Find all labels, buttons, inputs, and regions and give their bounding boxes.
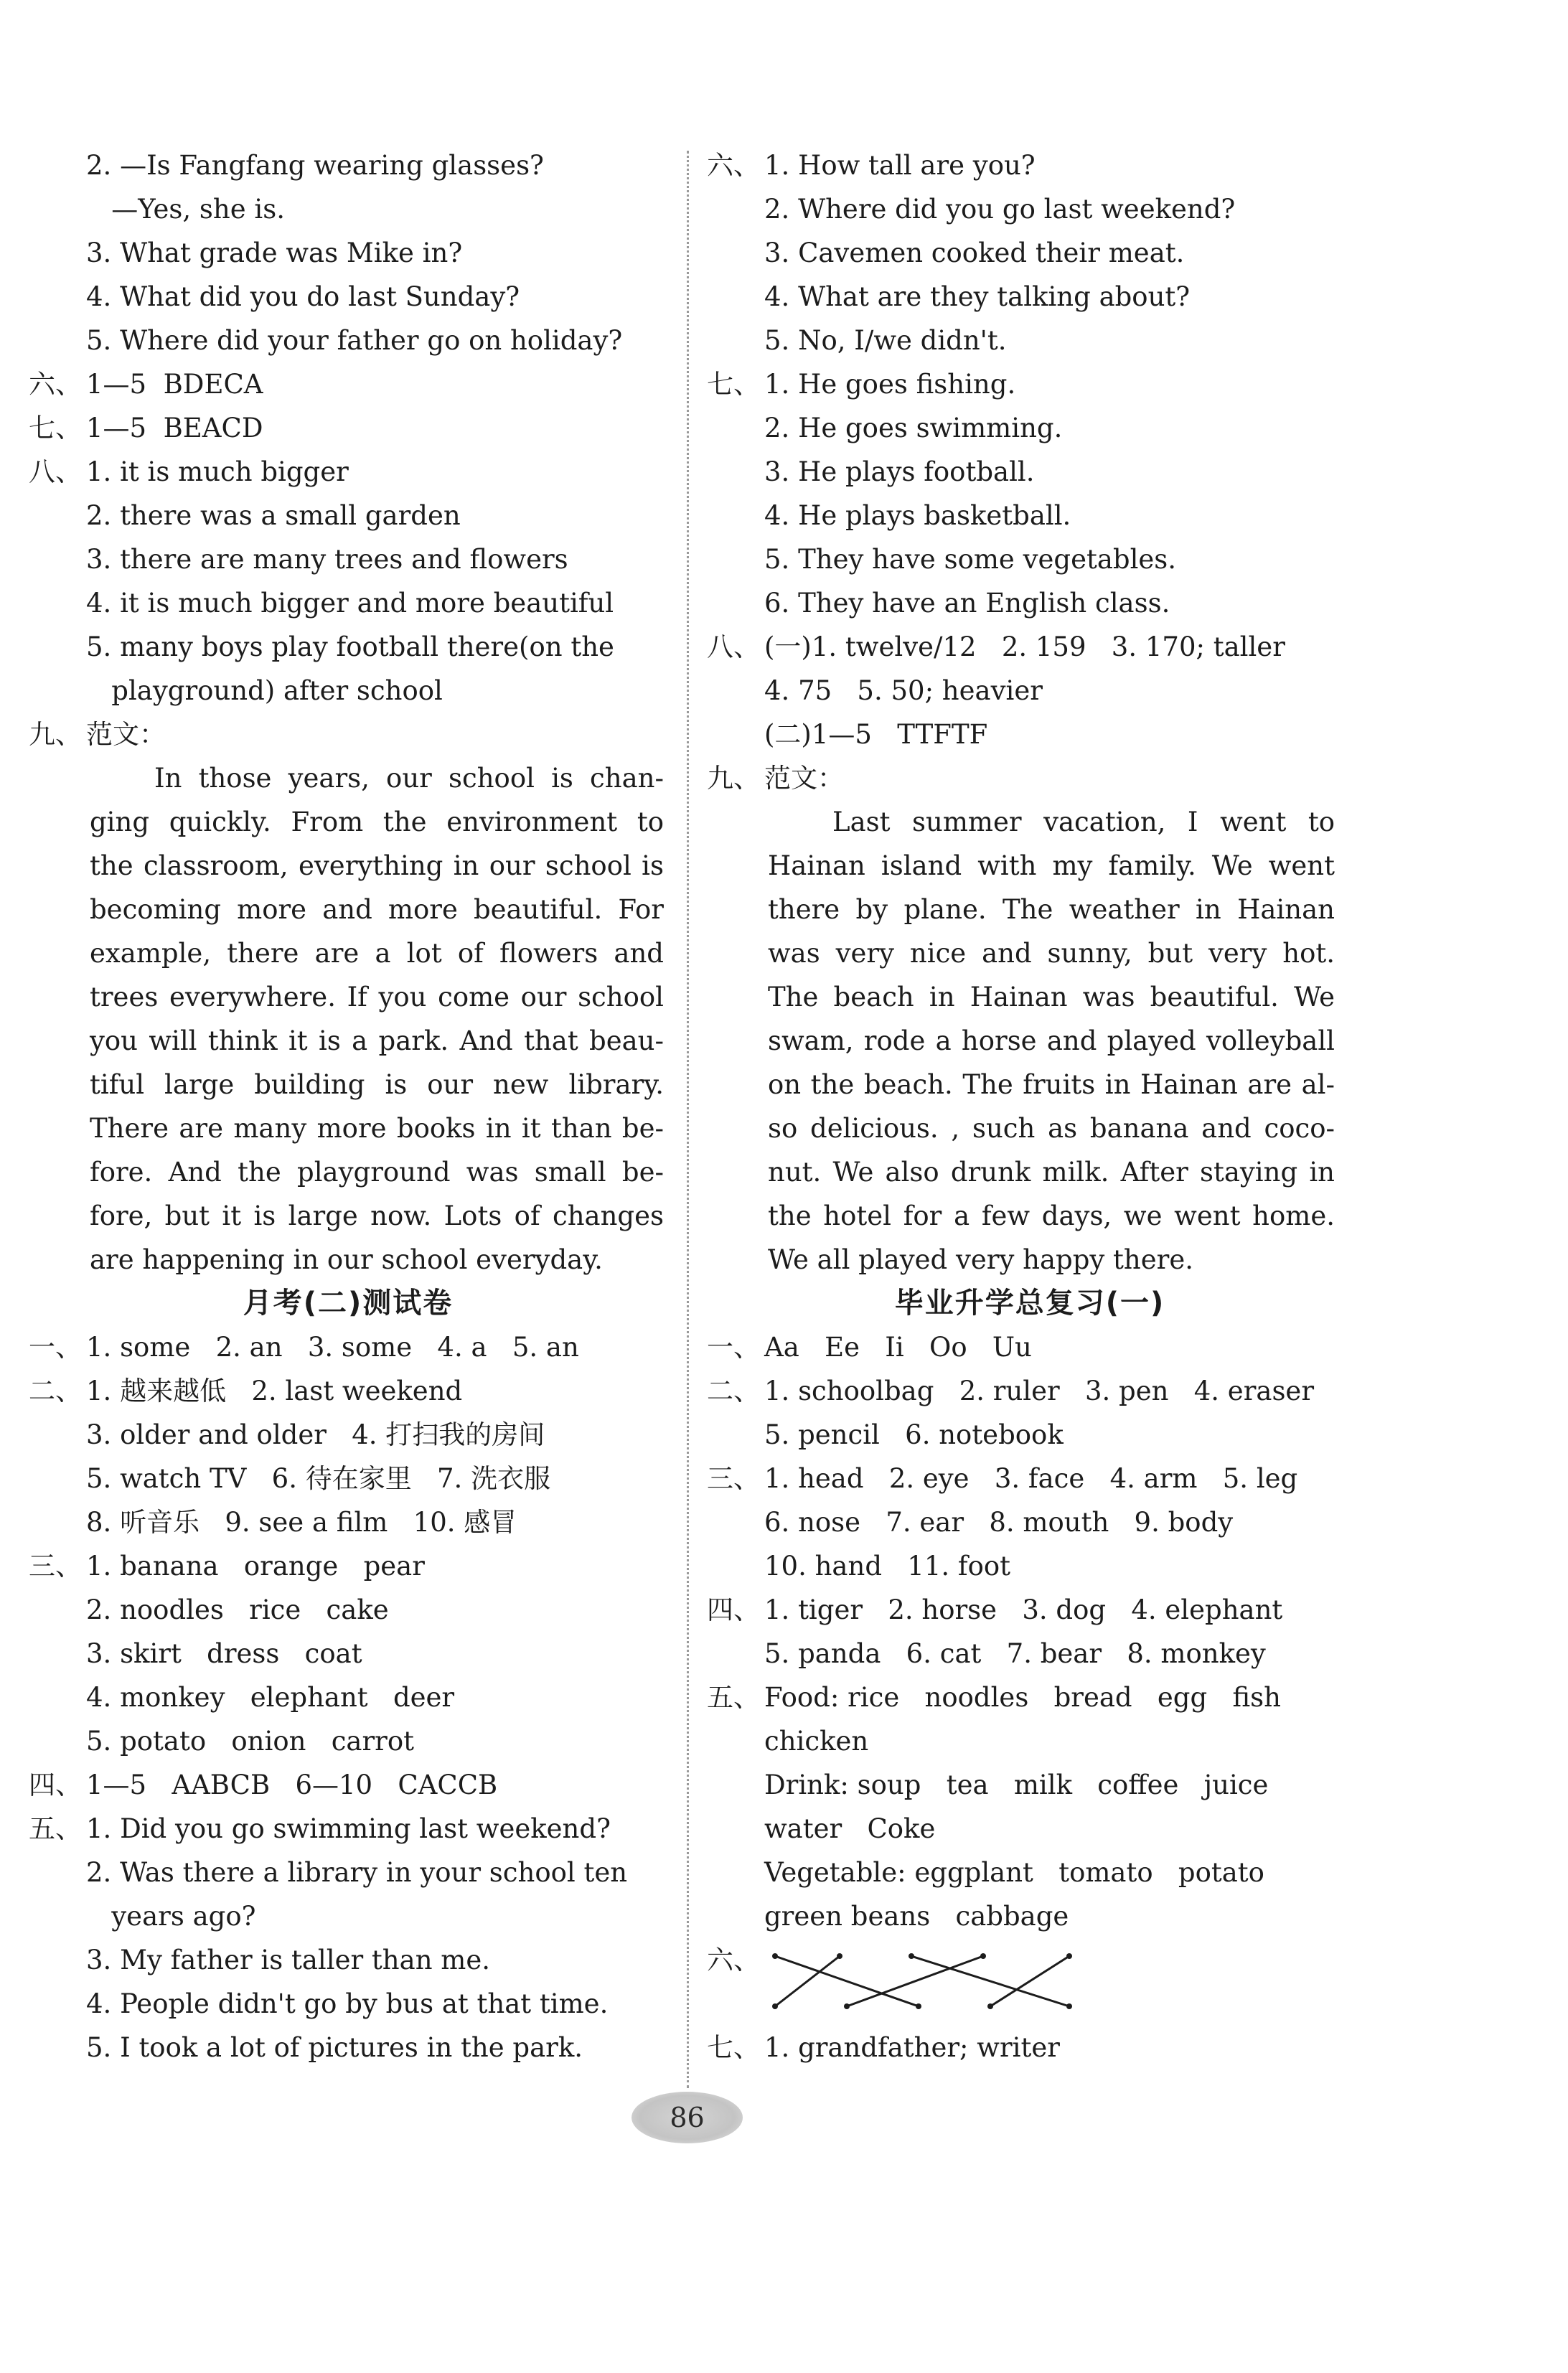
match-dot — [772, 1953, 778, 1959]
essay-text: becoming more and more beautiful. For — [90, 894, 664, 925]
essay-line — [29, 1238, 667, 1282]
section-marker: 八、 — [707, 631, 760, 662]
section-marker: 三、 — [29, 1551, 82, 1582]
answer-line — [707, 275, 1353, 319]
section-marker: 七、 — [707, 369, 760, 400]
answer-text: (二)1—5 TTFTF — [764, 719, 988, 750]
answer-text: green beans cabbage — [764, 1901, 1069, 1932]
answer-line — [707, 1369, 1353, 1413]
essay-line — [707, 1106, 1353, 1150]
answer-line — [707, 494, 1353, 537]
essay-line — [29, 888, 667, 931]
answer-text: 2. Where did you go last weekend? — [764, 194, 1236, 225]
answer-line — [29, 581, 667, 625]
essay-text: on the beach. The fruits in Hainan are al- — [768, 1069, 1335, 1100]
essay-text: so delicious. , such as banana and coco- — [768, 1113, 1335, 1144]
answer-text: Aa Ee Ii Oo Uu — [764, 1332, 1032, 1363]
left-column — [29, 144, 667, 2069]
answer-text: —Yes, she is. — [86, 194, 285, 225]
answer-text: 3. He plays football. — [764, 456, 1035, 487]
answer-line — [707, 1457, 1353, 1500]
essay-line — [29, 931, 667, 975]
essay-text: the hotel for a few days, we went home. — [768, 1200, 1335, 1231]
answer-text: 范文： — [86, 719, 166, 750]
section-marker: 九、 — [707, 763, 760, 794]
answer-line — [707, 1632, 1353, 1676]
essay-line — [707, 844, 1353, 888]
answer-text: 4. He plays basketball. — [764, 500, 1071, 531]
essay-line — [29, 1019, 667, 1063]
section-marker: 九、 — [29, 719, 82, 750]
answer-text: 1—5 AABCB 6—10 CACCB — [86, 1770, 498, 1800]
answer-line — [707, 669, 1353, 713]
section-marker: 七、 — [707, 2032, 760, 2063]
answer-text: 5. No, I/we didn't. — [764, 325, 1007, 356]
essay-line — [707, 888, 1353, 931]
answer-line — [707, 144, 1353, 187]
answer-line — [29, 1982, 667, 2026]
page-number: 86 — [632, 2092, 743, 2143]
essay-line — [707, 975, 1353, 1019]
matching-row — [707, 1938, 1353, 2026]
match-line — [847, 1956, 983, 2006]
essay-text: was very nice and sunny, but very hot. — [768, 938, 1335, 969]
answer-text: 6. nose 7. ear 8. mouth 9. body — [764, 1507, 1234, 1538]
essay-text: example, there are a lot of flowers and — [90, 938, 664, 969]
answer-line — [707, 231, 1353, 275]
answer-text: 2. —Is Fangfang wearing glasses? — [86, 150, 544, 181]
essay-text: are happening in our school everyday. — [90, 1244, 603, 1275]
answer-text: 范文： — [764, 763, 844, 794]
section-marker: 三、 — [707, 1463, 760, 1494]
answer-line — [707, 756, 1353, 800]
answer-line — [29, 1500, 667, 1544]
essay-line — [29, 800, 667, 844]
answer-text: 3. skirt dress coat — [86, 1638, 362, 1669]
essay-text: swam, rode a horse and played volleyball — [768, 1025, 1335, 1056]
answer-line — [29, 144, 667, 187]
essay-text: We all played very happy there. — [768, 1244, 1193, 1275]
answer-text: water Coke — [764, 1813, 936, 1844]
answer-line — [707, 2026, 1353, 2069]
essay-line — [707, 1019, 1353, 1063]
answer-text: 1. it is much bigger — [86, 456, 349, 487]
answer-text: 3. older and older 4. 打扫我的房间 — [86, 1419, 545, 1450]
section-marker: 四、 — [707, 1594, 760, 1625]
answer-line — [707, 581, 1353, 625]
essay-line — [707, 931, 1353, 975]
answer-text: 4. People didn't go by bus at that time. — [86, 1988, 609, 2019]
essay-text: you will think it is a park. And that beau- — [90, 1025, 664, 1056]
answer-text: 4. it is much bigger and more beautiful — [86, 588, 614, 619]
answer-text: 1. Did you go swimming last weekend? — [86, 1813, 611, 1844]
answer-text: 5. potato onion carrot — [86, 1726, 415, 1757]
answer-text: playground) after school — [86, 675, 443, 706]
answer-text: 3. there are many trees and flowers — [86, 544, 568, 575]
section-marker: 一、 — [707, 1332, 760, 1363]
essay-line — [29, 1106, 667, 1150]
match-dot — [909, 1953, 914, 1959]
section-marker: 五、 — [707, 1682, 760, 1713]
match-dot — [980, 1953, 986, 1959]
answer-line — [707, 187, 1353, 231]
match-line — [775, 1956, 919, 2006]
essay-line — [707, 1063, 1353, 1106]
answer-line — [29, 494, 667, 537]
answer-line — [29, 1763, 667, 1807]
section-marker: 五、 — [29, 1813, 82, 1844]
answer-text: 3. My father is taller than me. — [86, 1945, 491, 1975]
answer-text: 2. noodles rice cake — [86, 1594, 389, 1625]
answer-text: 4. What did you do last Sunday? — [86, 281, 520, 312]
answer-line — [29, 1938, 667, 1982]
answer-text: 5. pencil 6. notebook — [764, 1419, 1064, 1450]
section-marker: 六、 — [707, 1945, 760, 1975]
answer-line — [707, 1676, 1353, 1719]
answer-line — [707, 1500, 1353, 1544]
column-divider — [687, 151, 689, 2088]
essay-line — [29, 1194, 667, 1238]
section-heading: 毕业升学总复习(一) — [894, 1287, 1165, 1320]
answer-line — [29, 450, 667, 494]
answer-text: 5. panda 6. cat 7. bear 8. monkey — [764, 1638, 1266, 1669]
answer-text: 1. head 2. eye 3. face 4. arm 5. leg — [764, 1463, 1298, 1494]
answer-line — [707, 1763, 1353, 1807]
answer-line — [29, 1894, 667, 1938]
answer-text: 2. Was there a library in your school ten — [86, 1857, 628, 1888]
answer-text: 5. I took a lot of pictures in the park. — [86, 2032, 583, 2063]
answer-text: 5. many boys play football there(on the — [86, 631, 614, 662]
answer-text: 1. grandfather; writer — [764, 2032, 1060, 2063]
essay-text: there by plane. The weather in Hainan — [768, 894, 1335, 925]
match-line — [775, 1956, 840, 2006]
essay-text: The beach in Hainan was beautiful. We — [768, 982, 1335, 1012]
answer-text: Drink: soup tea milk coffee juice — [764, 1770, 1269, 1800]
answer-line — [29, 231, 667, 275]
answer-line — [707, 406, 1353, 450]
essay-line — [707, 800, 1353, 844]
section-marker: 四、 — [29, 1770, 82, 1800]
answer-line — [707, 1807, 1353, 1851]
essay-line — [29, 975, 667, 1019]
answer-line — [707, 1588, 1353, 1632]
essay-line — [707, 1194, 1353, 1238]
section-marker: 六、 — [707, 150, 760, 181]
answer-line — [29, 275, 667, 319]
answer-text: 1. 越来越低 2. last weekend — [86, 1376, 463, 1406]
answer-text: 1. banana orange pear — [86, 1551, 425, 1582]
answer-line — [707, 319, 1353, 362]
match-line — [911, 1956, 1069, 2006]
answer-text: 5. watch TV 6. 待在家里 7. 洗衣服 — [86, 1463, 551, 1494]
answer-line — [29, 2026, 667, 2069]
essay-line — [29, 1150, 667, 1194]
essay-text: trees everywhere. If you come our school — [90, 982, 664, 1012]
essay-text: There are many more books in it than be- — [90, 1113, 664, 1144]
essay-text: the classroom, everything in our school is — [90, 850, 664, 881]
answer-text: Vegetable: eggplant tomato potato — [764, 1857, 1264, 1888]
essay-text: fore, but it is large now. Lots of changes — [90, 1200, 664, 1231]
answer-line — [29, 1807, 667, 1851]
answer-line — [707, 1325, 1353, 1369]
section-marker: 二、 — [29, 1376, 82, 1406]
answer-line — [29, 1413, 667, 1457]
answer-line — [707, 1544, 1353, 1588]
answer-text: 2. He goes swimming. — [764, 413, 1063, 443]
answer-line — [29, 1719, 667, 1763]
match-dot — [772, 2003, 778, 2009]
answer-line — [29, 1457, 667, 1500]
answer-line — [29, 319, 667, 362]
answer-text: 6. They have an English class. — [764, 588, 1170, 619]
essay-line — [29, 844, 667, 888]
match-dot — [1066, 2003, 1072, 2009]
answer-line — [707, 1851, 1353, 1894]
match-dot — [987, 2003, 993, 2009]
answer-line — [29, 1544, 667, 1588]
answer-text: 1. How tall are you? — [764, 150, 1036, 181]
section-heading: 月考(二)测试卷 — [243, 1287, 454, 1320]
answer-line — [29, 1588, 667, 1632]
section-marker: 一、 — [29, 1332, 82, 1363]
answer-text: 4. 75 5. 50; heavier — [764, 675, 1043, 706]
answer-line — [707, 450, 1353, 494]
answer-text: 4. monkey elephant deer — [86, 1682, 455, 1713]
essay-text: In those years, our school is chan- — [154, 763, 664, 794]
answer-text: 1—5 BDECA — [86, 369, 263, 400]
match-dot — [1066, 1953, 1072, 1959]
answer-line — [707, 1413, 1353, 1457]
match-dot — [837, 1953, 842, 1959]
answer-text: years ago? — [86, 1901, 256, 1932]
essay-text: nut. We also drunk milk. After staying in — [768, 1157, 1335, 1188]
answer-line — [29, 1325, 667, 1369]
answer-text: 2. there was a small garden — [86, 500, 461, 531]
answer-line — [29, 1632, 667, 1676]
answer-text: 1. He goes fishing. — [764, 369, 1016, 400]
essay-text: Hainan island with my family. We went — [768, 850, 1335, 881]
answer-text: 1. schoolbag 2. ruler 3. pen 4. eraser — [764, 1376, 1315, 1406]
right-column — [707, 144, 1353, 2069]
answer-line — [707, 362, 1353, 406]
answer-text: 1—5 BEACD — [86, 413, 263, 443]
answer-text: (一)1. twelve/12 2. 159 3. 170; taller — [764, 631, 1285, 662]
answer-line — [29, 406, 667, 450]
essay-text: ging quickly. From the environment to — [90, 807, 664, 837]
match-line — [990, 1956, 1069, 2006]
answer-text: 3. What grade was Mike in? — [86, 238, 463, 268]
answer-text: 5. They have some vegetables. — [764, 544, 1177, 575]
answer-line — [707, 713, 1353, 756]
answer-line — [707, 537, 1353, 581]
essay-line — [707, 1150, 1353, 1194]
answer-line — [29, 1369, 667, 1413]
answer-line — [29, 1676, 667, 1719]
answer-text: 4. What are they talking about? — [764, 281, 1191, 312]
answer-line — [29, 537, 667, 581]
answer-line — [707, 1894, 1353, 1938]
answer-text: Food: rice noodles bread egg fish — [764, 1682, 1281, 1713]
essay-text: Last summer vacation, I went to — [832, 807, 1335, 837]
match-dot — [916, 2003, 921, 2009]
section-marker: 六、 — [29, 369, 82, 400]
essay-text: tiful large building is our new library. — [90, 1069, 664, 1100]
essay-line — [29, 1063, 667, 1106]
answer-line — [707, 1719, 1353, 1763]
section-marker: 八、 — [29, 456, 82, 487]
answer-line — [29, 1851, 667, 1894]
matching-lines-figure — [768, 1938, 1091, 2024]
answer-line — [29, 187, 667, 231]
answer-text: 3. Cavemen cooked their meat. — [764, 238, 1185, 268]
essay-line — [29, 756, 667, 800]
essay-line — [707, 1238, 1353, 1282]
answer-line — [29, 362, 667, 406]
answer-text: 10. hand 11. foot — [764, 1551, 1011, 1582]
answer-text: 1. tiger 2. horse 3. dog 4. elephant — [764, 1594, 1283, 1625]
answer-line — [707, 625, 1353, 669]
section-marker: 七、 — [29, 413, 82, 443]
answer-text: 1. some 2. an 3. some 4. a 5. an — [86, 1332, 579, 1363]
answer-text: 8. 听音乐 9. see a film 10. 感冒 — [86, 1507, 517, 1538]
answer-text: chicken — [764, 1726, 869, 1757]
answer-text: 5. Where did your father go on holiday? — [86, 325, 623, 356]
essay-text: fore. And the playground was small be- — [90, 1157, 664, 1188]
answer-line — [29, 625, 667, 669]
answer-line — [29, 669, 667, 713]
answer-line — [29, 713, 667, 756]
section-marker: 二、 — [707, 1376, 760, 1406]
match-dot — [844, 2003, 850, 2009]
